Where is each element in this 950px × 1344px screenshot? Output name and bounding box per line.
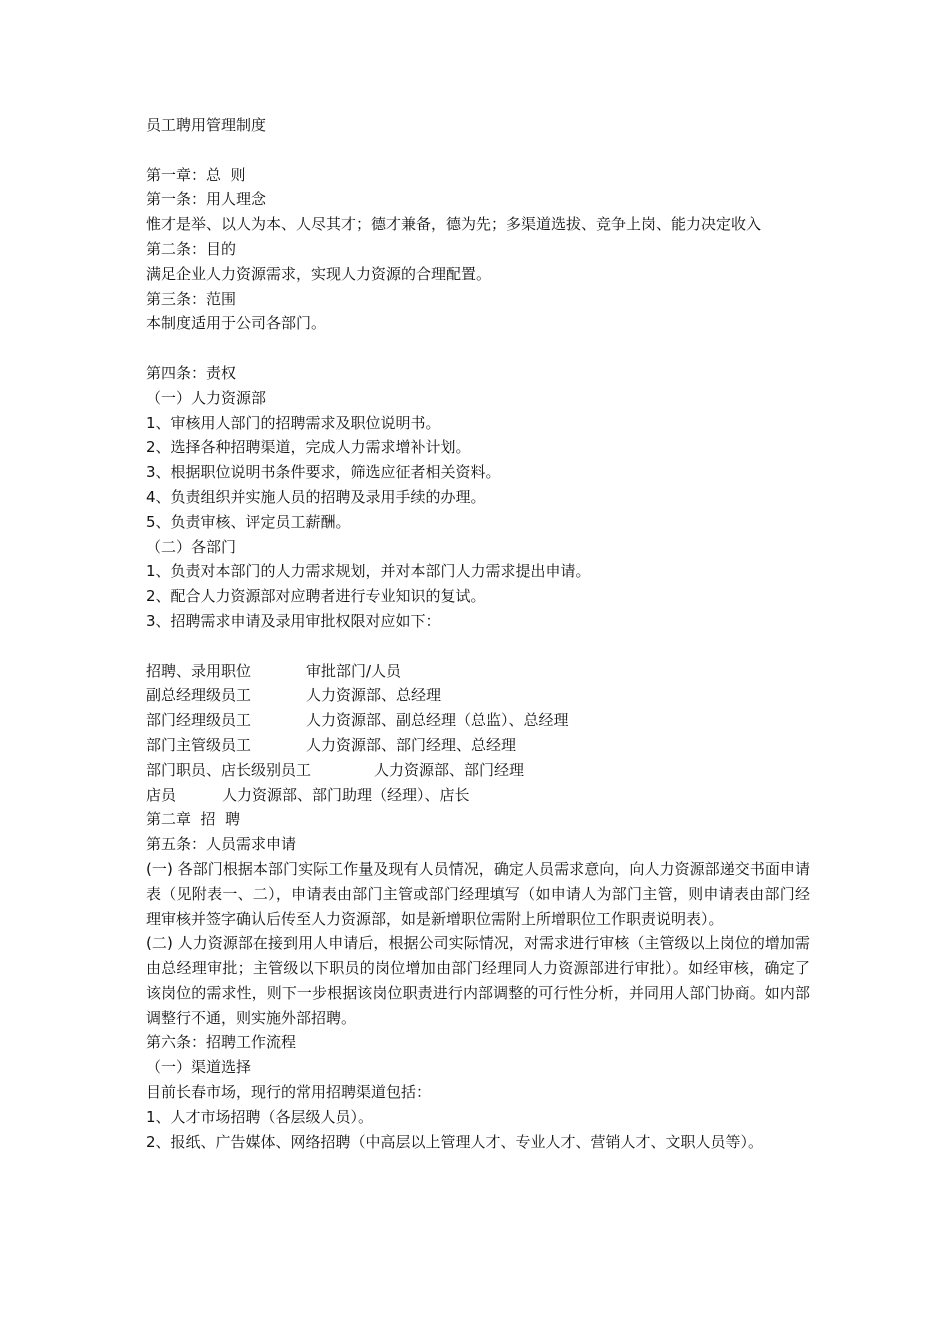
article-5-paragraph-2: (二) 人力资源部在接到用人申请后，根据公司实际情况，对需求进行审核（主管级以上岗位的增加需由总经理审批；主管级以下职员的岗位增加由部门经理同人力资源部进行审批）。如经审核，确定了该岗位的需求性，则下一步根据该岗位职责进行内部调整的可行性分析，并同用人部门协商。如内部调整行不通，则实施外部招聘。 [146, 934, 810, 1027]
table-header-cell: 招聘、录用职位 [146, 661, 252, 680]
list-item: 3、根据职位说明书条件要求，筛选应征者相关资料。 [146, 463, 501, 482]
chapter-1-heading: 第一章：总 则 [146, 165, 246, 184]
table-row [146, 733, 810, 758]
table-header-cell: 审批部门/人员 [306, 661, 402, 680]
list-item: 1、负责对本部门的人力需求规划，并对本部门人力需求提出申请。 [146, 562, 591, 581]
article-3-text: 本制度适用于公司各部门。 [146, 314, 327, 333]
list-item: 3、招聘需求申请及录用审批权限对应如下： [146, 611, 441, 630]
chapter-2-heading: 第二章 招 聘 [146, 810, 241, 829]
table-cell: 店员 [146, 785, 177, 804]
approval-table [146, 659, 810, 808]
article-5-paragraph-1: (一) 各部门根据本部门实际工作量及现有人员情况，确定人员需求意向，向人力资源部递交书面申请表（见附表一、二），申请表由部门主管或部门经理填写（如申请人为部门主管，则申请表由部门经理审核并签字确认后传至人力资源部，如是新增职位需附上所增职位工作职责说明表）。 [146, 859, 810, 928]
table-cell: 部门主管级员工 [146, 735, 252, 754]
article-4-sub1-heading: （一）人力资源部 [146, 388, 267, 407]
document-title: 员工聘用管理制度 [146, 116, 267, 134]
table-row [146, 783, 810, 808]
table-header-row [146, 659, 810, 684]
table-row [146, 683, 810, 708]
list-item: 2、报纸、广告媒体、网络招聘（中高层以上管理人才、专业人才、营销人才、文职人员等）。 [146, 1132, 764, 1151]
list-item: 2、选择各种招聘渠道，完成人力需求增补计划。 [146, 438, 471, 457]
article-6-intro: 目前长春市场，现行的常用招聘渠道包括： [146, 1083, 432, 1102]
article-5-heading: 第五条：人员需求申请 [146, 835, 297, 854]
table-cell: 人力资源部、总经理 [306, 686, 442, 705]
table-row [146, 708, 810, 733]
table-cell: 人力资源部、副总经理（总监）、总经理 [306, 711, 569, 730]
article-2-text: 满足企业人力资源需求，实现人力资源的合理配置。 [146, 264, 492, 283]
list-item: 5、负责审核、评定员工薪酬。 [146, 512, 351, 531]
article-6-sub1-heading: （一）渠道选择 [146, 1058, 252, 1077]
table-row [146, 758, 810, 783]
list-item: 4、负责组织并实施人员的招聘及录用手续的办理。 [146, 487, 486, 506]
article-4-sub2-heading: （二）各部门 [146, 537, 237, 556]
list-item: 1、人才市场招聘（各层级人员）。 [146, 1107, 374, 1126]
table-cell: 部门职员、店长级别员工 [146, 760, 312, 779]
list-item: 2、配合人力资源部对应聘者进行专业知识的复试。 [146, 587, 486, 606]
article-3-heading: 第三条：范围 [146, 289, 237, 308]
blank-line [146, 634, 810, 659]
table-cell: 副总经理级员工 [146, 686, 252, 705]
article-1-text: 惟才是举、以人为本、人尽其才；德才兼备，德为先；多渠道选拔、竞争上岗、能力决定收入 [146, 215, 762, 234]
article-6-heading: 第六条：招聘工作流程 [146, 1033, 297, 1052]
article-2-heading: 第二条：目的 [146, 239, 237, 258]
table-cell: 人力资源部、部门经理、总经理 [306, 735, 517, 754]
document-body [146, 113, 810, 1154]
table-cell: 部门经理级员工 [146, 711, 252, 730]
table-cell: 人力资源部、部门经理 [374, 760, 525, 779]
blank-line [146, 336, 810, 361]
blank-line [146, 138, 810, 163]
table-cell: 人力资源部、部门助理（经理）、店长 [222, 785, 470, 804]
list-item: 1、审核用人部门的招聘需求及职位说明书。 [146, 413, 441, 432]
article-4-heading: 第四条：责权 [146, 363, 237, 382]
article-1-heading: 第一条：用人理念 [146, 190, 267, 209]
